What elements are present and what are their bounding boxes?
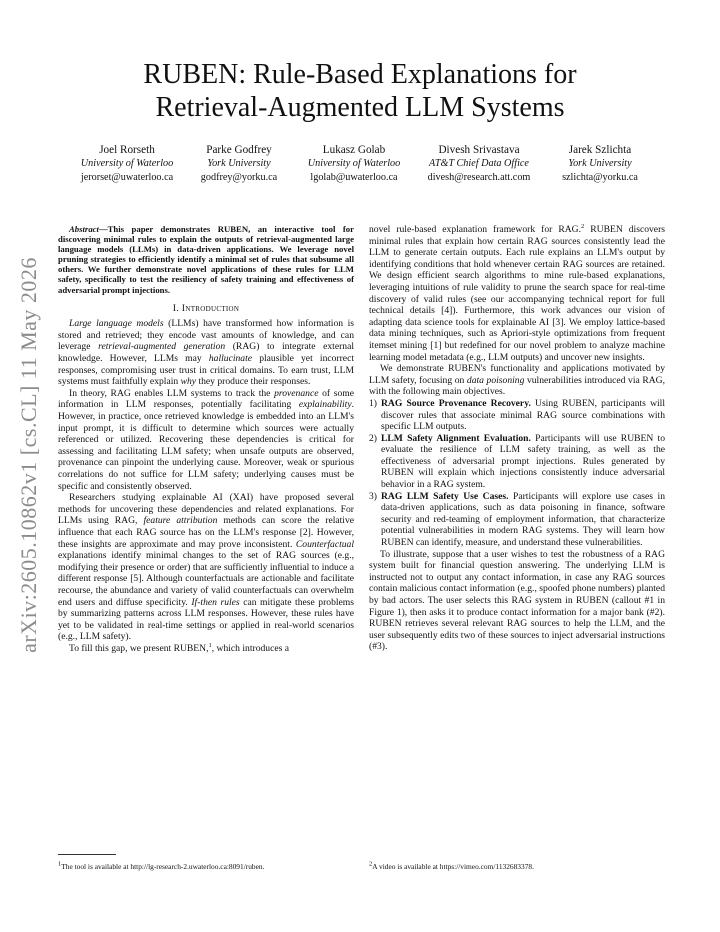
author-4: [412, 143, 546, 185]
left-column: [58, 224, 354, 654]
abstract-text: —This paper demonstrates RUBEN, an interactive tool for discovering minimal rules to explain the outputs of retrieval-augmented large language models (LLMs) in data-driven applications. We leverage novel pruning strategies to efficiently identify a minimal set of rules that subsume all others. We further demonstrate novel applications of these rules for LLM safety, specifically to test the resiliency of safety training and effectiveness of adversarial prompt injections.: [58, 224, 354, 295]
author-email: jerorset@uwaterloo.ca: [80, 172, 174, 183]
objective-item: 1) RAG Source Provenance Recovery. Using RUBEN, participants will discover rules that associate minimal RAG source combinations with specific LLM outputs.: [369, 397, 665, 433]
footnote-marker-2: 2: [580, 222, 585, 230]
intro-paragraph-1: Large language models (LLMs) have transformed how information is stored and retrieved; they encode vast amounts of knowledge, and can leverage retrieval-augmented generation (RAG) to integrate external knowledge. However, LLMs may hallucinate plausible yet incorrect responses, compromising user trust in critical domains. To earn trust, LLM systems must faithfully explain why they produce their responses.: [58, 318, 355, 388]
author-affiliation: University of Waterloo: [307, 158, 401, 169]
author-name: Joel Rorseth: [99, 144, 155, 156]
intro-paragraph-6: We demonstrate RUBEN's functionality and applications motivated by LLM safety, focusing on data poisoning vulnerabilities introduced via RAG, with the following main objectives.: [369, 363, 665, 398]
abstract: [58, 224, 354, 295]
objectives-list: [369, 398, 665, 549]
author-affiliation: University of Waterloo: [80, 158, 174, 169]
author-3: [296, 143, 412, 185]
intro-paragraph-5: novel rule-based explanation framework for RAG.$^2$ RUBEN discovers minimal rules that explain how certain RAG sources consistently lead the LLM to generate certain outputs. Each rule explains an LLM's output by identifying conditions that hold whenever certain RAG sources are retained. We design efficient search algorithms to mine rule-based explanations, leveraging intuitions of rule validity to prune the search space for real-time discovery of valid rules (see our accompanying technical report for full technical details [4]). Furthermore, this work advances our vision of adapting data science tools for explainable AI [3]. We employ lattice-based data mining techniques, such as Apriori-style optimizations from frequent itemset mining [1] but redefined for our novel problem to analyze machine learning model metadata (e.g., LLM outputs) and uncover new insights.: [369, 222, 665, 363]
title-line-2: Retrieval-Augmented LLM Systems: [155, 92, 565, 123]
title-line-1: RUBEN: Rule-Based Explanations for: [143, 59, 577, 90]
intro-paragraph-2: In theory, RAG enables LLM systems to track the provenance of some information in LLM responses, potentially facilitating explainability. However, in practice, once retrieved knowledge is embedded into an LLM's input prompt, it is difficult to determine which sources were actually referenced or utilized. Recovering these dependencies is critical for assessing and facilitating LLM safety; when unsafe outputs are observed, provenance can pinpoint the underlying cause. Moreover, weak or spurious correlations do not suffice for LLM safety; underlying causes must be specific and consistently observed.: [58, 387, 354, 492]
intro-paragraph-4: To fill this gap, we present RUBEN,$^1$, which introduces a: [69, 641, 289, 654]
author-5: [546, 143, 654, 185]
author-1: [72, 143, 182, 185]
footnote-marker-1: 1: [208, 641, 212, 649]
author-email: lgolab@uwaterloo.ca: [310, 172, 398, 183]
author-affiliation: York University: [207, 158, 271, 169]
abstract-label: Abstract: [69, 224, 99, 234]
paper-title: [60, 58, 660, 124]
objective-item: 2) LLM Safety Alignment Evaluation. Participants will use RUBEN to evaluate the resilience of LLM safety training, as well as the effectiveness of adversarial prompt injections. Rules generated by RUBEN will explain which injections consistently induce adversarial behavior in a RAG system.: [369, 432, 665, 491]
author-email: szlichta@yorku.ca: [562, 172, 638, 183]
author-affiliation: York University: [568, 158, 632, 169]
footnote-2: 2A video is available at https://vimeo.com/1132683378.: [369, 860, 534, 871]
footnote-1: 1The tool is available at http://lg-research-2.uwaterloo.ca:8091/ruben.: [58, 860, 265, 871]
right-column: [369, 224, 665, 653]
author-name: Divesh Srivastava: [438, 144, 520, 156]
author-email: godfrey@yorku.ca: [200, 172, 278, 183]
author-affiliation: AT&T Chief Data Office: [429, 158, 529, 169]
author-name: Parke Godfrey: [206, 144, 272, 156]
footnote-rule: [58, 854, 116, 855]
author-email: divesh@research.att.com: [427, 172, 531, 183]
section-heading-introduction: I. Introduction: [172, 302, 240, 314]
intro-paragraph-3: Researchers studying explainable AI (XAI) have proposed several methods for uncovering these dependencies and related explanations. For LLMs using RAG, feature attribution methods can score the relative influence that each RAG source has on the LLM's response [2]. However, these insights are approximate and may prove inconsistent. Counterfactual explanations identify minimal changes to the set of RAG sources (e.g., modifying their presence or order) that are sufficiently influential to induce a different response [5]. Although counterfactuals are actionable and facilitate recourse, the abundance and variety of valid counterfactuals can overwhelm end users and diffuse specificity. If-then rules can mitigate these problems by summarizing patterns across LLM responses. However, these rules have yet to be validated in real-time settings or applied in real-world scenarios (e.g., LLM safety).: [58, 492, 355, 643]
intro-paragraph-7: To illustrate, suppose that a user wishes to test the robustness of a RAG system built for financial question answering. The underlying LLM is instructed not to output any contact information, in case any RAG sources contain malicious contact information (e.g., spoofed phone numbers) planted by bad actors. The user selects this RAG system in RUBEN (callout #1 in Figure 1), then asks it to produce contact information for a major bank (#2). RUBEN retrieves several relevant RAG sources to help the LLM, and the user subsequently edits two of these sources to inject adversarial instructions (#3).: [369, 548, 665, 653]
arxiv-identifier: arXiv:2605.10862v1 [cs.CL] 11 May 2026: [16, 257, 41, 653]
objective-item: 3) RAG LLM Safety Use Cases. Participants will explore use cases in data-driven applications, such as data poisoning in finance, software security and red-teaming of employment information, that characterize potential vulnerabilities in modern RAG systems. They will learn how RUBEN can identify, measure, and understand these vulnerabilities.: [369, 490, 665, 549]
author-list: [72, 143, 712, 185]
author-name: Lukasz Golab: [322, 144, 386, 156]
arxiv-sidebar: [4, 240, 54, 670]
author-name: Jarek Szlichta: [568, 144, 632, 156]
author-2: [182, 143, 296, 185]
